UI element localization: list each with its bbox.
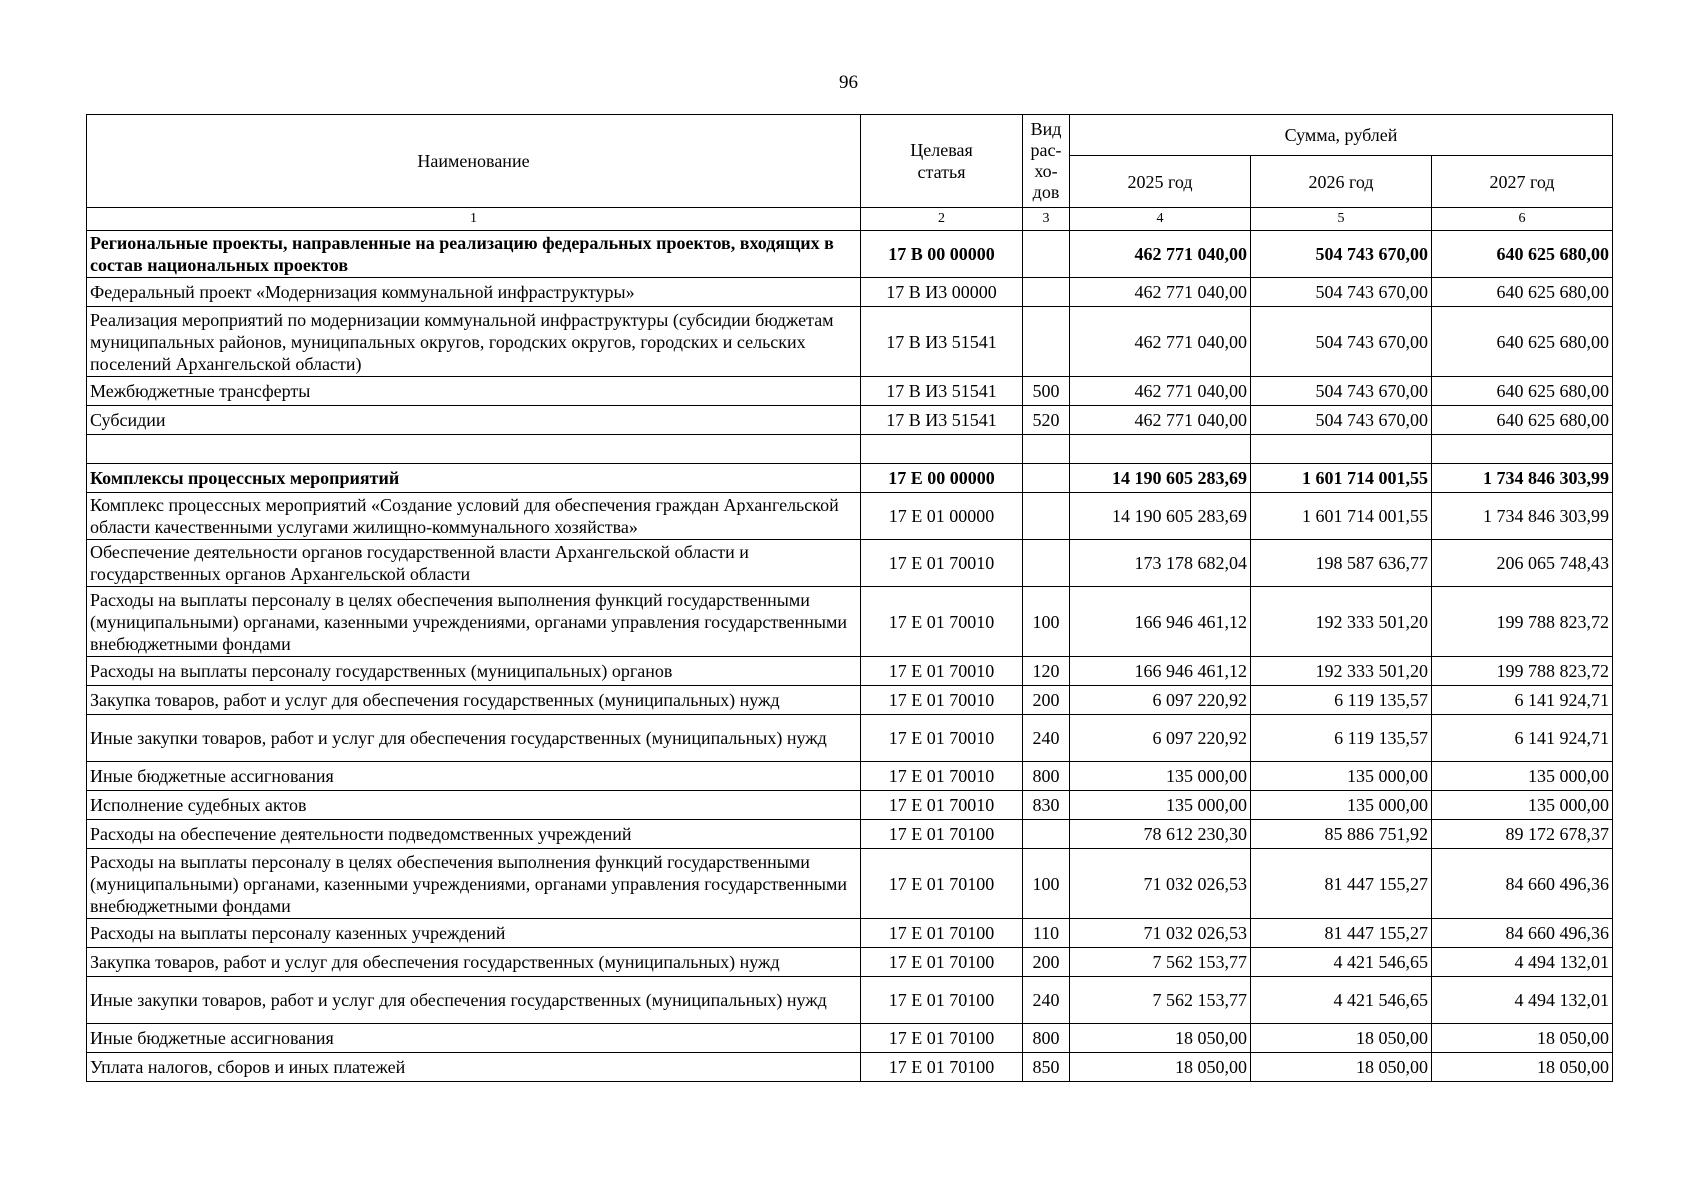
row-name: Комплексы процессных мероприятий [87,464,861,493]
row-code: 17 В И3 51541 [861,307,1023,377]
row-sum-2027: 84 660 496,36 [1432,849,1613,919]
row-sum-2026: 4 421 546,65 [1251,977,1432,1024]
row-vid: 120 [1023,657,1070,686]
row-vid: 100 [1023,849,1070,919]
row-sum-2026: 81 447 155,27 [1251,849,1432,919]
row-vid: 200 [1023,948,1070,977]
row-sum-2027: 206 065 748,43 [1432,540,1613,587]
row-code: 17 Е 01 70100 [861,849,1023,919]
table-row [87,231,1613,278]
column-number: 2 [861,208,1023,231]
row-sum-2026: 192 333 501,20 [1251,657,1432,686]
row-sum-2027: 135 000,00 [1432,762,1613,791]
row-vid: 240 [1023,977,1070,1024]
table-row [87,406,1613,435]
row-sum-2027: 6 141 924,71 [1432,686,1613,715]
row-vid: 200 [1023,686,1070,715]
table-row [87,657,1613,686]
row-code: 17 Е 01 70100 [861,948,1023,977]
header-sum: Сумма, рублей [1070,115,1613,156]
row-sum-2026: 504 743 670,00 [1251,278,1432,307]
budget-table [86,114,1613,1082]
row-sum-2027: 4 494 132,01 [1432,948,1613,977]
row-sum-2026: 504 743 670,00 [1251,307,1432,377]
page-number: 96 [839,72,858,93]
table-row [87,377,1613,406]
row-code [861,435,1023,464]
header-name: Наименование [87,115,861,208]
row-sum-2027: 1 734 846 303,99 [1432,464,1613,493]
row-sum-2027: 6 141 924,71 [1432,715,1613,762]
row-sum-2027: 18 050,00 [1432,1024,1613,1053]
row-code: 17 Е 00 00000 [861,464,1023,493]
row-sum-2027: 640 625 680,00 [1432,231,1613,278]
row-sum-2027: 199 788 823,72 [1432,587,1613,657]
row-vid [1023,493,1070,540]
row-sum-2025: 462 771 040,00 [1070,377,1251,406]
row-sum-2026: 81 447 155,27 [1251,919,1432,948]
row-sum-2025: 14 190 605 283,69 [1070,493,1251,540]
row-sum-2027: 640 625 680,00 [1432,278,1613,307]
row-sum-2025: 14 190 605 283,69 [1070,464,1251,493]
row-name: Расходы на выплаты персоналу казенных учреждений [87,919,861,948]
row-sum-2027 [1432,435,1613,464]
row-sum-2027: 84 660 496,36 [1432,919,1613,948]
table-row [87,435,1613,464]
row-code: 17 Е 01 70010 [861,587,1023,657]
row-sum-2027: 640 625 680,00 [1432,406,1613,435]
row-vid: 830 [1023,791,1070,820]
row-code: 17 Е 01 70100 [861,919,1023,948]
table-row [87,715,1613,762]
row-name: Реализация мероприятий по модернизации коммунальной инфраструктуры (субсидии бюджетам муниципальных районов, муниципальных округов, городских округов, городских и сельских поселений Архангельской области) [87,307,861,377]
row-sum-2027: 199 788 823,72 [1432,657,1613,686]
row-code: 17 Е 01 70010 [861,715,1023,762]
row-sum-2025: 71 032 026,53 [1070,919,1251,948]
row-name: Расходы на выплаты персоналу государственных (муниципальных) органов [87,657,861,686]
row-sum-2025: 71 032 026,53 [1070,849,1251,919]
row-sum-2025 [1070,435,1251,464]
table-row [87,540,1613,587]
header-vid-line: хо- [1034,161,1058,181]
column-number: 1 [87,208,861,231]
row-sum-2027: 89 172 678,37 [1432,820,1613,849]
row-vid: 850 [1023,1053,1070,1082]
row-sum-2026: 18 050,00 [1251,1024,1432,1053]
row-name: Иные бюджетные ассигнования [87,762,861,791]
table-row [87,686,1613,715]
row-name: Федеральный проект «Модернизация коммунальной инфраструктуры» [87,278,861,307]
row-code: 17 В И3 51541 [861,406,1023,435]
row-sum-2027: 1 734 846 303,99 [1432,493,1613,540]
row-vid [1023,464,1070,493]
row-code: 17 Е 01 70100 [861,1024,1023,1053]
row-sum-2026: 1 601 714 001,55 [1251,464,1432,493]
header-vid-line: дов [1032,182,1060,202]
header-year-2025: 2025 год [1070,156,1251,208]
header-code-line1: Целевая [910,140,973,160]
row-vid: 240 [1023,715,1070,762]
row-sum-2025: 6 097 220,92 [1070,715,1251,762]
table-row [87,493,1613,540]
row-sum-2025: 18 050,00 [1070,1024,1251,1053]
row-name [87,435,861,464]
row-name: Расходы на выплаты персоналу в целях обеспечения выполнения функций государственными (муниципальными) органами, казенными учреждениями, органами управления государственными внебюджетными фондами [87,587,861,657]
header-code-line2: статья [917,162,966,182]
header-vid [1023,115,1070,208]
row-sum-2025: 462 771 040,00 [1070,278,1251,307]
column-number: 3 [1023,208,1070,231]
table-row [87,977,1613,1024]
table-row [87,919,1613,948]
row-name: Иные закупки товаров, работ и услуг для обеспечения государственных (муниципальных) нужд [87,715,861,762]
row-code: 17 Е 01 70100 [861,820,1023,849]
row-vid: 800 [1023,1024,1070,1053]
row-sum-2025: 462 771 040,00 [1070,231,1251,278]
row-vid: 520 [1023,406,1070,435]
row-code: 17 В 00 00000 [861,231,1023,278]
row-sum-2025: 7 562 153,77 [1070,948,1251,977]
row-sum-2026: 135 000,00 [1251,791,1432,820]
row-sum-2025: 78 612 230,30 [1070,820,1251,849]
table-row [87,307,1613,377]
table-row [87,820,1613,849]
row-code: 17 Е 01 70010 [861,657,1023,686]
row-vid [1023,820,1070,849]
row-sum-2025: 166 946 461,12 [1070,587,1251,657]
row-sum-2026: 6 119 135,57 [1251,686,1432,715]
row-vid: 100 [1023,587,1070,657]
table-row [87,948,1613,977]
row-name: Уплата налогов, сборов и иных платежей [87,1053,861,1082]
row-vid [1023,435,1070,464]
table-row [87,464,1613,493]
table-row [87,1053,1613,1082]
table-row [87,791,1613,820]
table-row [87,278,1613,307]
row-sum-2025: 462 771 040,00 [1070,307,1251,377]
row-sum-2026 [1251,435,1432,464]
row-sum-2025: 166 946 461,12 [1070,657,1251,686]
row-code: 17 Е 01 70010 [861,791,1023,820]
row-sum-2026: 198 587 636,77 [1251,540,1432,587]
table-row [87,849,1613,919]
table-row [87,1024,1613,1053]
row-vid: 110 [1023,919,1070,948]
row-code: 17 Е 01 70010 [861,762,1023,791]
table-body [87,231,1613,1082]
row-sum-2026: 6 119 135,57 [1251,715,1432,762]
row-name: Региональные проекты, направленные на реализацию федеральных проектов, входящих в состав национальных проектов [87,231,861,278]
header-code [861,115,1023,208]
row-name: Расходы на обеспечение деятельности подведомственных учреждений [87,820,861,849]
row-code: 17 Е 01 70100 [861,977,1023,1024]
row-sum-2026: 4 421 546,65 [1251,948,1432,977]
row-name: Иные бюджетные ассигнования [87,1024,861,1053]
row-vid [1023,231,1070,278]
row-sum-2025: 135 000,00 [1070,791,1251,820]
header-vid-line: рас- [1030,140,1062,160]
row-sum-2026: 18 050,00 [1251,1053,1432,1082]
row-name: Исполнение судебных актов [87,791,861,820]
row-vid: 800 [1023,762,1070,791]
column-number-row [87,208,1613,231]
row-sum-2026: 192 333 501,20 [1251,587,1432,657]
row-vid [1023,278,1070,307]
header-year-2026: 2026 год [1251,156,1432,208]
row-code: 17 Е 01 70100 [861,1053,1023,1082]
row-sum-2026: 85 886 751,92 [1251,820,1432,849]
row-code: 17 Е 01 70010 [861,540,1023,587]
table-row [87,762,1613,791]
row-sum-2026: 1 601 714 001,55 [1251,493,1432,540]
row-code: 17 В И3 51541 [861,377,1023,406]
column-number: 6 [1432,208,1613,231]
row-sum-2025: 135 000,00 [1070,762,1251,791]
row-sum-2025: 462 771 040,00 [1070,406,1251,435]
row-sum-2026: 504 743 670,00 [1251,377,1432,406]
column-number: 5 [1251,208,1432,231]
row-code: 17 Е 01 70010 [861,686,1023,715]
column-number: 4 [1070,208,1251,231]
row-code: 17 В И3 00000 [861,278,1023,307]
row-vid [1023,307,1070,377]
row-sum-2025: 6 097 220,92 [1070,686,1251,715]
row-vid: 500 [1023,377,1070,406]
row-name: Закупка товаров, работ и услуг для обеспечения государственных (муниципальных) нужд [87,686,861,715]
row-sum-2027: 135 000,00 [1432,791,1613,820]
table-row [87,587,1613,657]
row-sum-2025: 18 050,00 [1070,1053,1251,1082]
row-code: 17 Е 01 00000 [861,493,1023,540]
row-sum-2026: 135 000,00 [1251,762,1432,791]
row-sum-2026: 504 743 670,00 [1251,406,1432,435]
row-sum-2027: 18 050,00 [1432,1053,1613,1082]
row-name: Иные закупки товаров, работ и услуг для обеспечения государственных (муниципальных) нужд [87,977,861,1024]
header-vid-line: Вид [1030,119,1062,139]
row-name: Расходы на выплаты персоналу в целях обеспечения выполнения функций государственными (муниципальными) органами, казенными учреждениями, органами управления государственными внебюджетными фондами [87,849,861,919]
row-sum-2026: 504 743 670,00 [1251,231,1432,278]
row-sum-2025: 173 178 682,04 [1070,540,1251,587]
row-sum-2027: 4 494 132,01 [1432,977,1613,1024]
row-sum-2027: 640 625 680,00 [1432,377,1613,406]
row-name: Закупка товаров, работ и услуг для обеспечения государственных (муниципальных) нужд [87,948,861,977]
row-name: Субсидии [87,406,861,435]
header-year-2027: 2027 год [1432,156,1613,208]
row-sum-2027: 640 625 680,00 [1432,307,1613,377]
row-name: Комплекс процессных мероприятий «Создание условий для обеспечения граждан Архангельской области качественными услугами жилищно-коммунального хозяйства» [87,493,861,540]
row-name: Межбюджетные трансферты [87,377,861,406]
row-name: Обеспечение деятельности органов государственной власти Архангельской области и государственных органов Архангельской области [87,540,861,587]
row-vid [1023,540,1070,587]
row-sum-2025: 7 562 153,77 [1070,977,1251,1024]
